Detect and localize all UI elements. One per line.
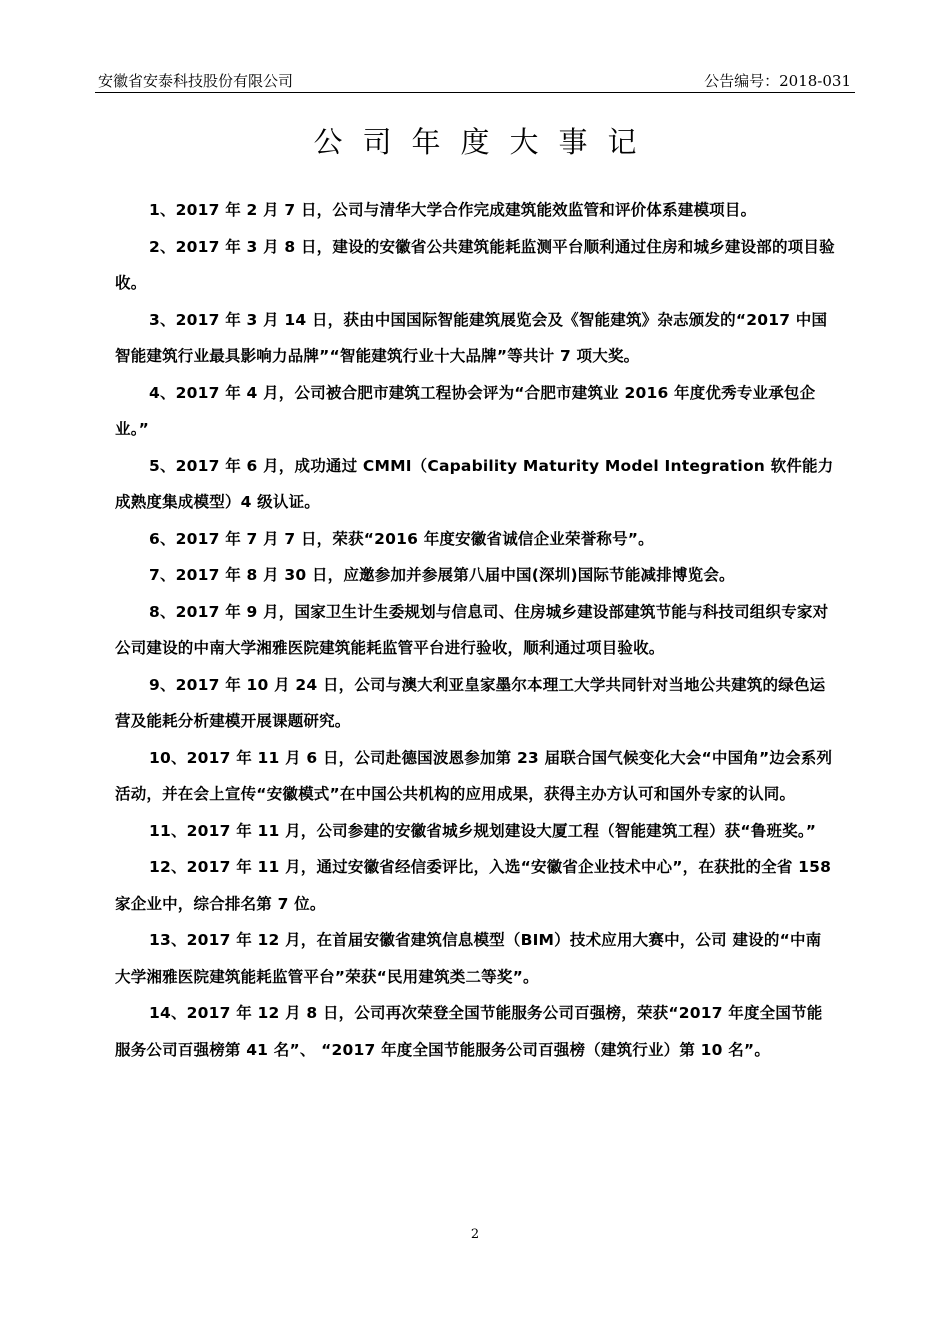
page-number: 2 (470, 1227, 480, 1242)
event-item: 1、2017 年 2 月 7 日，公司与清华大学合作完成建筑能效监管和评价体系建模项目。 (149, 201, 757, 219)
events-list (115, 192, 837, 1068)
announcement-number: 公告编号：2018-031 (704, 72, 851, 90)
event-item: 9、2017 年 10 月 24 日，公司与澳大利亚皇家墨尔本理工大学共同针对当地公共建筑的绿色运营及能耗分析建模开展课题研究。 (115, 675, 826, 730)
page-title (0, 120, 950, 161)
title-char: 司 (362, 125, 392, 159)
page-header (95, 68, 855, 93)
event-item: 10、2017 年 11 月 6 日，公司赴德国波恩参加第 23 届联合国气候变化大会“中国角”边会系列活动，并在会上宣传“安徽模式”在中国公共机构的应用成果，获得主办方认可和国外专家的认同。 (115, 748, 833, 803)
event-item: 3、2017 年 3 月 14 日，获由中国国际智能建筑展览会及《智能建筑》杂志颁发的“2017 中国智能建筑行业最具影响力品牌”“智能建筑行业十大品牌”等共计 7 项大奖。 (115, 310, 828, 365)
event-item: 4、2017 年 4 月，公司被合肥市建筑工程协会评为“合肥市建筑业 2016 年度优秀专业承包企业。” (115, 383, 816, 438)
company-name: 安徽省安泰科技股份有限公司 (98, 72, 294, 90)
event-item: 8、2017 年 9 月，国家卫生计生委规划与信息司、住房城乡建设部建筑节能与科技司组织专家对公司建设的中南大学湘雅医院建筑能耗监管平台进行验收，顺利通过项目验收。 (115, 602, 829, 657)
title-char: 事 (558, 125, 588, 159)
event-item: 5、2017 年 6 月，成功通过 CMMI（Capability Maturity Model Integration 软件能力成熟度集成模型）4 级认证。 (115, 456, 834, 511)
title-char: 公 (313, 125, 343, 159)
event-item: 13、2017 年 12 月，在首届安徽省建筑信息模型（BIM）技术应用大赛中，公司 建设的“中南大学湘雅医院建筑能耗监管平台”荣获“民用建筑类二等奖”。 (115, 931, 822, 986)
event-item: 2、2017 年 3 月 8 日，建设的安徽省公共建筑能耗监测平台顺利通过住房和城乡建设部的项目验收。 (115, 237, 835, 292)
title-char: 大 (509, 125, 539, 159)
event-item: 12、2017 年 11 月，通过安徽省经信委评比，入选“安徽省企业技术中心”，在获批的全省 158 家企业中，综合排名第 7 位。 (115, 858, 832, 913)
event-item: 11、2017 年 11 月，公司参建的安徽省城乡规划建设大厦工程（智能建筑工程）获“鲁班奖。” (149, 821, 817, 840)
event-item: 6、2017 年 7 月 7 日，荣获“2016 年度安徽省诚信企业荣誉称号”。 (149, 529, 654, 548)
event-item: 7、2017 年 8 月 30 日，应邀参加并参展第八届中国(深圳)国际节能减排博览会。 (149, 566, 735, 584)
title-char: 度 (460, 125, 490, 159)
title-char: 记 (607, 125, 637, 159)
event-item: 14、2017 年 12 月 8 日，公司再次荣登全国节能服务公司百强榜，荣获“2017 年度全国节能服务公司百强榜第 41 名”、 “2017 年度全国节能服务公司百强榜（建筑行业）第 10 名”。 (115, 1004, 823, 1059)
title-char: 年 (411, 125, 441, 159)
